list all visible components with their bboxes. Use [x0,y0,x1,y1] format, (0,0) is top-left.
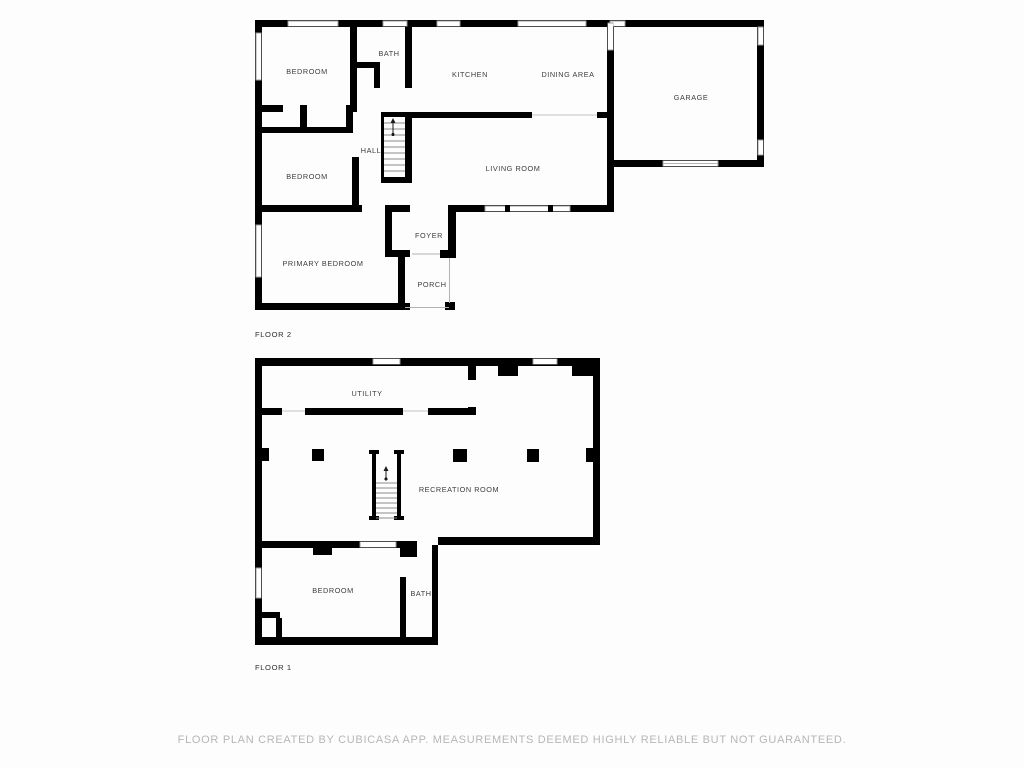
window [758,140,763,155]
stair-wall [381,177,412,183]
window-mullion [548,206,553,212]
bath-wall [432,545,438,643]
wall [255,358,262,645]
wall [405,112,532,118]
room-label-bath: BATH [378,49,400,58]
stairs-up-arrow-icon [391,118,396,136]
opening-line [532,114,597,115]
stair-wall [405,112,412,183]
stairs-floor2 [384,118,405,171]
window [256,33,261,80]
porch-post [445,302,455,310]
stair-wall [381,112,405,117]
column-post [312,449,324,461]
stair-wall [372,450,376,520]
room-label-living-room: LIVING ROOM [485,164,541,173]
utility-wall [468,358,476,380]
room-label-recreation-room: RECREATION ROOM [418,485,500,494]
wall [597,112,613,118]
utility-wall [428,408,470,415]
closet-wall [255,612,280,618]
room-label-bedroom-1: BEDROOM [286,67,328,76]
wall [405,20,412,88]
window [758,27,763,45]
wall-post [586,448,594,462]
wall [352,157,359,212]
floor2-label: FLOOR 2 [255,330,292,339]
window [518,21,586,26]
window-mullion [505,206,510,212]
room-label-garage: GARAGE [673,93,709,102]
utility-wall [468,407,476,415]
window [360,542,396,547]
utility-wall [255,408,282,415]
bath-wall [374,62,380,88]
door-header [313,546,332,555]
closet-wall [262,127,353,133]
wall [593,358,600,545]
opening [608,23,613,50]
door-post [440,250,448,258]
closet-wall [276,618,282,638]
room-label-kitchen: KITCHEN [452,70,488,79]
wall-stub [498,365,518,376]
wall [438,537,600,545]
floor1-label: FLOOR 1 [255,663,292,672]
window [485,206,570,211]
wall [255,303,410,310]
utility-wall [305,408,403,415]
window [383,21,407,26]
room-label-primary-bedroom: PRIMARY BEDROOM [282,259,364,268]
stair-wall-cap [394,450,404,454]
floor1-plan [255,358,600,672]
bath-wall [400,577,406,643]
window [256,225,261,277]
room-label-bedroom-2: BEDROOM [286,172,328,181]
wall [255,205,362,212]
window [256,568,261,598]
stair-wall-cap [369,450,379,454]
porch-wall [398,250,405,310]
stair-wall [397,450,401,520]
window [437,21,460,26]
stairs-up-arrow-icon [384,466,389,481]
room-label-bedroom: BEDROOM [312,586,354,595]
column-post [453,449,467,462]
stair-wall [381,112,384,183]
foyer-wall [448,205,456,258]
room-label-utility: UTILITY [351,389,383,398]
disclaimer-text: FLOOR PLAN CREATED BY CUBICASA APP. MEASUREMENTS DEEMED HIGHLY RELIABLE BUT NOT GUARANTEED. [177,734,847,746]
wall-post [262,448,269,461]
bath-corner-block [400,541,417,557]
wall [255,637,438,645]
floor2-plan [255,20,764,339]
room-label-foyer: FOYER [415,231,443,240]
room-label-hall: HALL [360,146,382,155]
wall [255,105,283,112]
opening-line [282,410,305,411]
foyer-wall [385,205,392,257]
window [288,21,338,26]
window [373,359,400,364]
column-post [527,449,539,462]
opening-line [403,410,428,411]
room-label-dining-area: DINING AREA [541,70,595,79]
stairs-floor1 [376,466,397,518]
foyer-wall [385,250,410,257]
room-label-bath: BATH [410,589,432,598]
window [533,359,557,364]
room-label-porch: PORCH [417,280,447,289]
